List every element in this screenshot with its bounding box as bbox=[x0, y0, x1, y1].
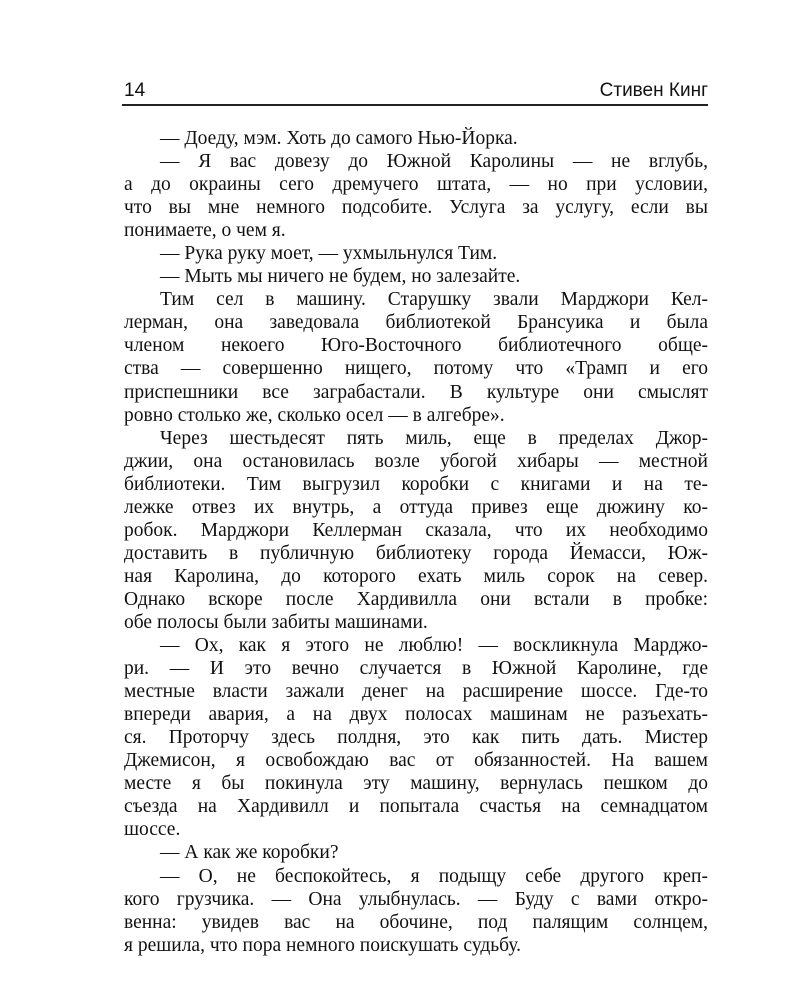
text-line: ровно столько же, сколько осел — в алгебре». bbox=[124, 404, 505, 426]
text-line: ная Каролина, до которого ехать миль сорок на север. bbox=[124, 565, 708, 587]
text-line: Джемисон, я освобождаю вас от обязанностей. На вашем bbox=[124, 750, 708, 772]
header-rule bbox=[122, 104, 708, 106]
text-line: робок. Марджори Келлерман сказала, что их необходимо bbox=[124, 519, 708, 541]
text-line: доставить в публичную библиотеку города Йемасси, Юж- bbox=[124, 542, 708, 564]
text-line: джии, она остановилась возле убогой хибары — местной bbox=[124, 450, 708, 472]
text-line: ства — совершенно нищего, потому что «Трамп и его bbox=[124, 358, 708, 380]
text-line: впереди авария, а на двух полосах машинам не разъехать- bbox=[124, 704, 708, 726]
text-line: месте я бы покинула эту машину, вернулась пешком до bbox=[124, 773, 708, 795]
text-line: понимаете, о чем я. bbox=[124, 220, 286, 242]
text-line: а до окраины сего дремучего штата, — но при условии, bbox=[124, 174, 708, 196]
text-line: венна: увидев вас на обочине, под палящим солнцем, bbox=[124, 911, 708, 933]
running-title: Стивен Кинг bbox=[599, 80, 708, 101]
text-line: Тим сел в машину. Старушку звали Марджори Кел- bbox=[160, 289, 708, 311]
text-line: — Мыть мы ничего не будем, но залезайте. bbox=[160, 266, 521, 288]
text-line: — Ох, как я этого не люблю! — воскликнула Марджо- bbox=[160, 635, 708, 657]
body-text bbox=[124, 127, 708, 957]
text-line: лежке отвез их внутрь, а оттуда привез еще дюжину ко- bbox=[124, 496, 708, 518]
text-line: — Рука руку моет, — ухмыльнулся Тим. bbox=[160, 243, 498, 265]
text-line: членом некоего Юго-Восточного библиотечного обще- bbox=[124, 335, 708, 357]
text-line: обе полосы были забиты машинами. bbox=[124, 611, 428, 633]
text-line: лерман, она заведовала библиотекой Брансуика и была bbox=[124, 312, 708, 334]
text-line: ри. — И это вечно случается в Южной Каролине, где bbox=[124, 658, 708, 680]
text-line: Через шестьдесят пять миль, еще в пределах Джор- bbox=[160, 427, 708, 449]
text-line: съезда на Хардивилл и попытала счастья на семнадцатом bbox=[124, 796, 708, 818]
page-number: 14 bbox=[124, 80, 146, 101]
text-line: Однако вскоре после Хардивилла они встали в пробке: bbox=[124, 588, 708, 610]
text-line: библиотеки. Тим выгрузил коробки с книгами и на те- bbox=[124, 473, 708, 495]
text-line: шоссе. bbox=[124, 819, 181, 841]
text-line: — О, не беспокойтесь, я подыщу себе другого креп- bbox=[160, 865, 708, 887]
text-line: местные власти зажали денег на расширение шоссе. Где-то bbox=[124, 681, 708, 703]
text-line: — Я вас довезу до Южной Каролины — не вглубь, bbox=[160, 151, 708, 173]
text-line: — А как же коробки? bbox=[160, 842, 339, 864]
text-line: — Доеду, мэм. Хоть до самого Нью-Йорка. bbox=[160, 128, 518, 149]
text-line: я решила, что пора немного поискушать судьбу. bbox=[124, 934, 522, 956]
text-line: что вы мне немного подсобите. Услуга за услугу, если вы bbox=[124, 197, 708, 219]
text-line: приспешники все заграбастали. В культуре они смыслят bbox=[124, 381, 708, 403]
page-header bbox=[122, 79, 708, 105]
text-line: ся. Проторчу здесь полдня, это как пить дать. Мистер bbox=[124, 727, 708, 749]
text-line: кого грузчика. — Она улыбнулась. — Буду с вами откро- bbox=[124, 888, 708, 910]
